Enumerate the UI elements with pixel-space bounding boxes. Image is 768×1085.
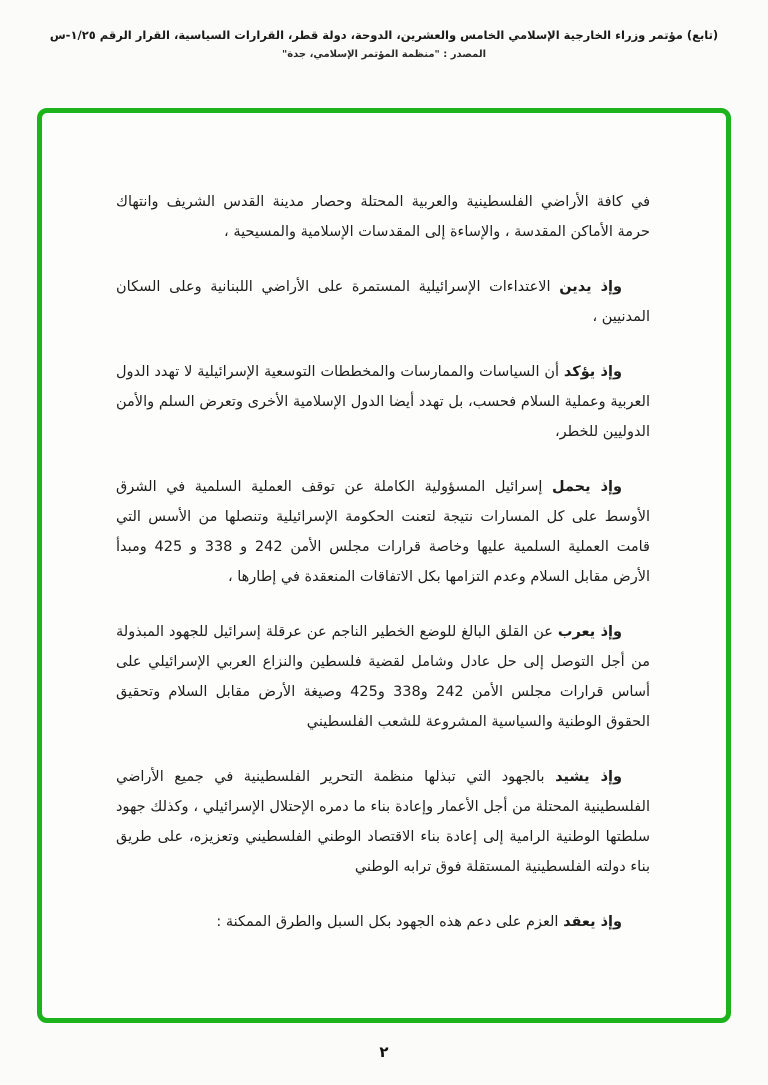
paragraph-text: إسرائيل المسؤولية الكاملة عن توقف العملية السلمية في الشرق الأوسط على كل المسارات نتيجة لتعنت الحكومة الإسرائيلية وتنصلها من الأسس التي قامت العملية السلمية عليها وخاصة قرارات مجلس الأمن 242 و 338 و 425 ومبدأ الأرض مقابل السلام وعدم التزامها بكل الاتفاقات المنعقدة في إطارها ، bbox=[116, 479, 650, 585]
paragraph-lead: وإذ يحمل bbox=[552, 479, 623, 495]
paragraph-text: بالجهود التي تبذلها منظمة التحرير الفلسطينية في جميع الأراضي الفلسطينية المحتلة من أجل الأعمار وإعادة بناء ما دمره الإحتلال الإسرائيلي ، وكذلك جهود سلطتها الوطنية الرامية إلى إعادة بناء الاقتصاد الوطني الفلسطيني وتعزيزه، على طريق بناء دولته الفلسطينية المستقلة فوق ترابه الوطني bbox=[116, 769, 650, 875]
paragraph-lead: وإذ يدين bbox=[559, 279, 622, 295]
paragraph-text: في كافة الأراضي الفلسطينية والعربية المحتلة وحصار مدينة القدس الشريف وانتهاك حرمة الأماكن المقدسة ، والإساءة إلى المقدسات الإسلامية والمسيحية ، bbox=[116, 194, 650, 240]
paragraph-text: عن القلق البالغ للوضع الخطير الناجم عن عرقلة إسرائيل للجهود المبذولة من أجل التوصل إلى حل عادل وشامل لقضية فلسطين والنزاع العربي الإسرائيلي على أساس قرارات مجلس الأمن 242 و338 و425 وصيغة الأرض مقابل السلام وتحقيق الحقوق الوطنية والسياسية المشروعة للشعب الفلسطيني bbox=[116, 624, 650, 730]
paragraph bbox=[116, 472, 650, 592]
paragraph bbox=[116, 357, 650, 447]
header-line-1: (تابع) مؤتمر وزراء الخارجية الإسلامي الخامس والعشرين، الدوحة، دولة قطر، القرارات السياسية، القرار الرقم ١/٢٥-س bbox=[49, 28, 719, 42]
paragraph-text: العزم على دعم هذه الجهود بكل السبل والطرق الممكنة : bbox=[216, 914, 564, 930]
document-body bbox=[42, 113, 726, 937]
page-number: ٢ bbox=[379, 1043, 389, 1061]
paragraph bbox=[116, 187, 650, 247]
paragraph-lead: وإذ يشيد bbox=[555, 769, 623, 785]
paragraph-text: الاعتداءات الإسرائيلية المستمرة على الأراضي اللبنانية وعلى السكان المدنيين ، bbox=[116, 279, 650, 325]
paragraph-lead: وإذ يؤكد bbox=[563, 364, 622, 380]
page-frame bbox=[37, 108, 731, 1023]
paragraph bbox=[116, 762, 650, 882]
document-header bbox=[0, 28, 768, 60]
header-line-2: المصدر : "منظمة المؤتمر الإسلامي، جدة" bbox=[281, 49, 486, 60]
paragraph bbox=[116, 617, 650, 737]
paragraph-lead: وإذ يعرب bbox=[557, 624, 622, 640]
paragraph-text: أن السياسات والممارسات والمخططات التوسعية الإسرائيلية لا تهدد الدول العربية وعملية السلام فحسب، بل تهدد أيضا الدول الإسلامية الأخرى وتعرض السلم والأمن الدوليين للخطر، bbox=[116, 364, 650, 440]
paragraph bbox=[116, 907, 650, 937]
paragraph-lead: وإذ يعقد bbox=[563, 914, 622, 930]
paragraph bbox=[116, 272, 650, 332]
